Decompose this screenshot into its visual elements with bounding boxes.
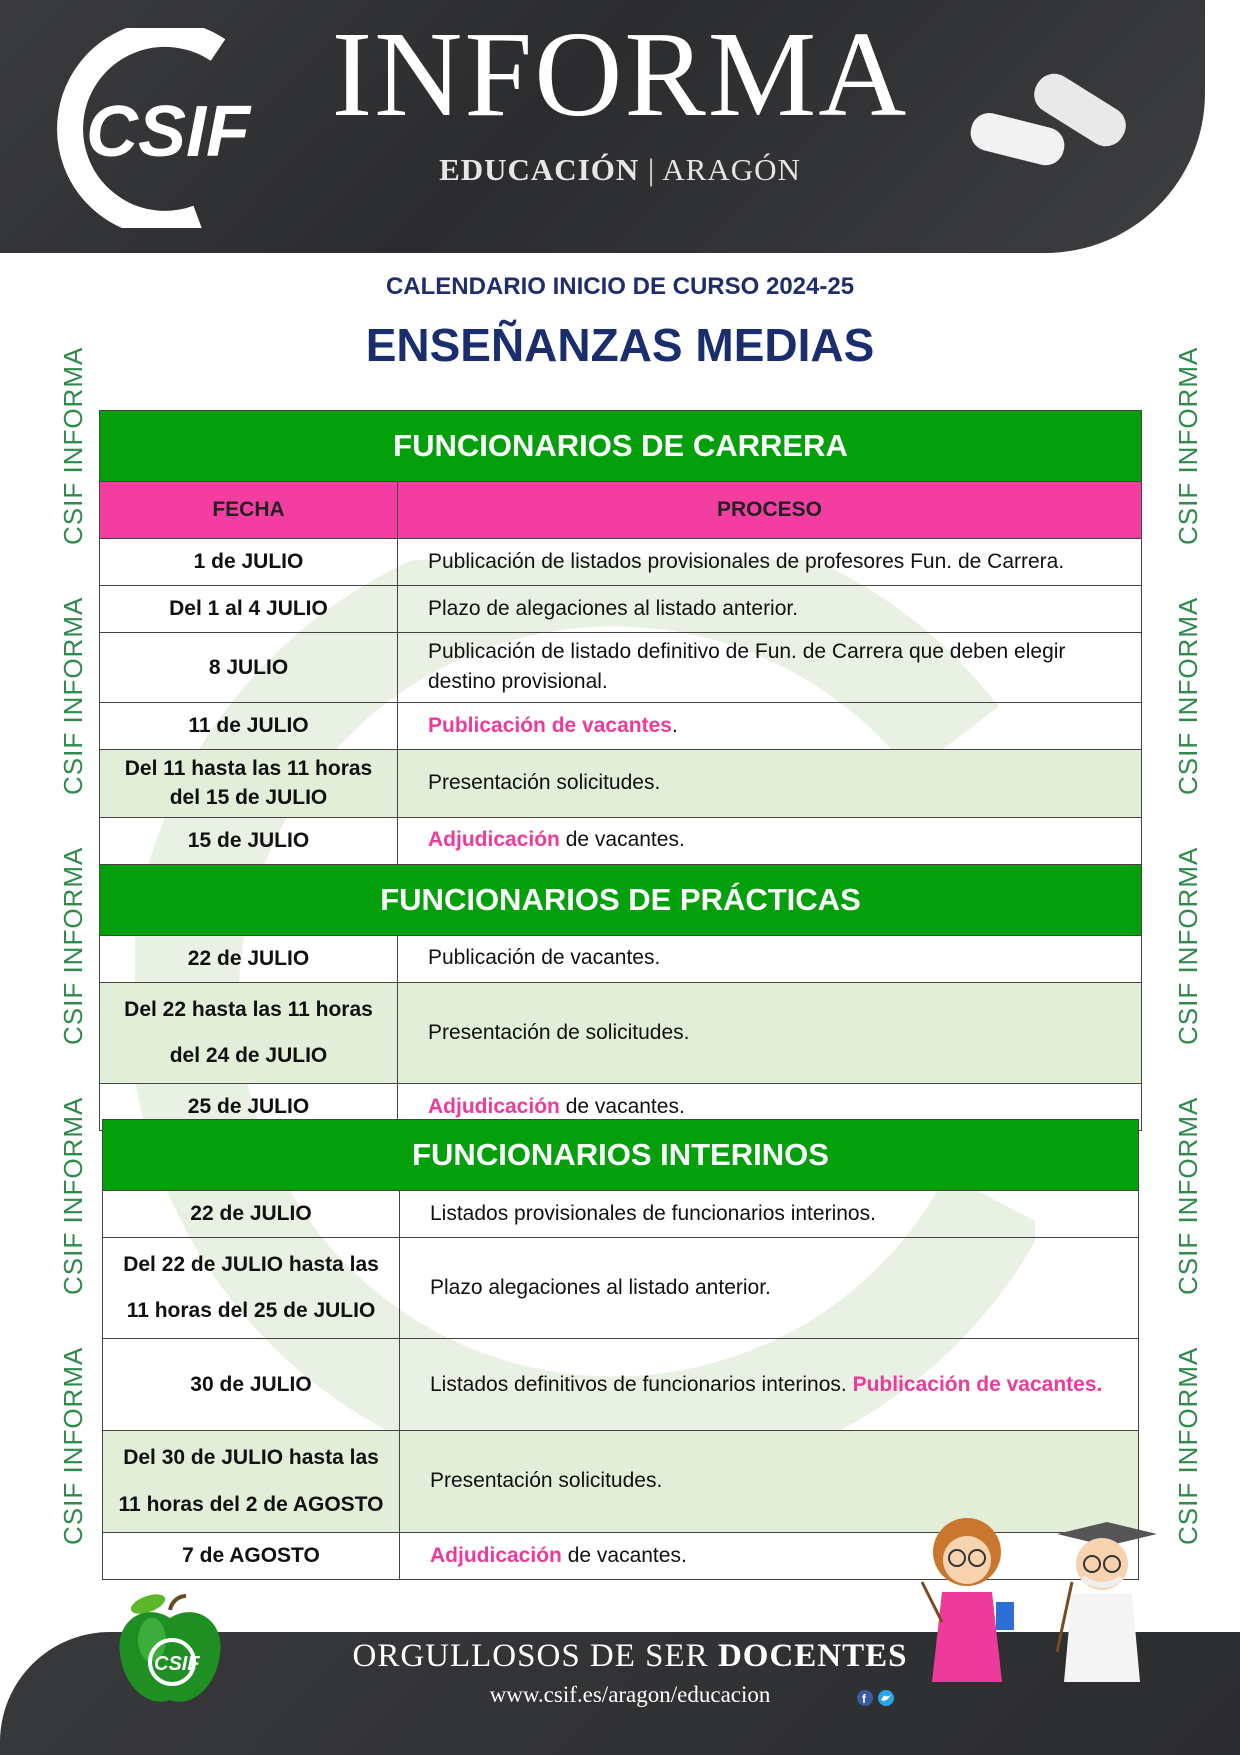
fecha-cell: 11 de JULIO <box>100 702 398 749</box>
column-header-fecha: FECHA <box>100 482 398 539</box>
side-label-right: CSIF INFORMA <box>1173 1346 1203 1545</box>
social-icons <box>856 1688 898 1713</box>
calendar-table-carrera-practicas <box>99 410 1142 1131</box>
column-header-proceso: PROCESO <box>398 482 1142 539</box>
main-title: ENSEÑANZAS MEDIAS <box>365 319 875 371</box>
footer-url[interactable]: www.csif.es/aragon/educacion <box>489 1682 771 1707</box>
csif-logo <box>48 28 278 228</box>
proceso-cell: Adjudicación de vacantes. <box>398 1084 1142 1131</box>
highlight-text: Adjudicación <box>428 828 560 852</box>
fecha-cell: Del 11 hasta las 11 horas del 15 de JULIO <box>100 749 398 817</box>
table-row <box>100 633 1142 703</box>
side-label-left: CSIF INFORMA <box>58 1096 88 1295</box>
section-title-carrera: FUNCIONARIOS DE CARRERA <box>100 411 1142 482</box>
csif-apple-icon <box>110 1592 230 1712</box>
fecha-cell: 25 de JULIO <box>100 1084 398 1131</box>
proceso-cell: Adjudicación de vacantes. <box>400 1532 1139 1579</box>
svg-text:CSIF: CSIF <box>86 92 251 172</box>
side-label-right: CSIF INFORMA <box>1173 1096 1203 1295</box>
section-header <box>100 411 1142 482</box>
table-row <box>103 1238 1139 1339</box>
table-row <box>103 1339 1139 1431</box>
fecha-cell: 1 de JULIO <box>100 539 398 586</box>
side-label-left: CSIF INFORMA <box>58 346 88 545</box>
proceso-cell: Plazo de alegaciones al listado anterior. <box>398 586 1142 633</box>
header-banner <box>0 0 1205 253</box>
svg-text:f: f <box>862 1692 866 1706</box>
footer-slogan: ORGULLOSOS DE SER DOCENTES <box>352 1638 908 1674</box>
highlight-text: Publicación de vacantes. <box>852 1372 1103 1396</box>
fecha-cell: 30 de JULIO <box>103 1339 400 1431</box>
section-title-practicas: FUNCIONARIOS DE PRÁCTICAS <box>100 864 1142 935</box>
calendar-table-interinos <box>102 1119 1139 1580</box>
fecha-cell: 7 de AGOSTO <box>103 1532 400 1579</box>
proceso-cell: Presentación solicitudes. <box>398 749 1142 817</box>
fecha-cell: 22 de JULIO <box>100 935 398 982</box>
table-row <box>100 935 1142 982</box>
highlight-text: Adjudicación <box>430 1543 562 1567</box>
proceso-cell: Listados provisionales de funcionarios interinos. <box>400 1191 1139 1238</box>
section-header <box>103 1120 1139 1191</box>
proceso-cell: Presentación de solicitudes. <box>398 982 1142 1083</box>
fecha-cell: Del 30 de JULIO hasta las 11 horas del 2 de AGOSTO <box>103 1431 400 1532</box>
fecha-cell: Del 1 al 4 JULIO <box>100 586 398 633</box>
column-header-row <box>100 482 1142 539</box>
informa-title: INFORMA <box>331 7 909 142</box>
section-header <box>100 864 1142 935</box>
fecha-cell: 22 de JULIO <box>103 1191 400 1238</box>
table-row <box>100 817 1142 864</box>
calendar-title: CALENDARIO INICIO DE CURSO 2024-25 <box>385 273 855 300</box>
section-title-interinos: FUNCIONARIOS INTERINOS <box>103 1120 1139 1191</box>
proceso-cell: Publicación de vacantes. <box>398 702 1142 749</box>
facebook-icon[interactable] <box>857 1690 873 1706</box>
table-row <box>100 749 1142 817</box>
table-row <box>103 1191 1139 1238</box>
highlight-text: Adjudicación <box>428 1094 560 1118</box>
side-label-right: CSIF INFORMA <box>1173 596 1203 795</box>
side-label-right: CSIF INFORMA <box>1173 846 1203 1045</box>
proceso-cell: Publicación de listados provisionales de profesores Fun. de Carrera. <box>398 539 1142 586</box>
side-label-right: CSIF INFORMA <box>1173 346 1203 545</box>
fecha-cell: Del 22 hasta las 11 horas del 24 de JULIO <box>100 982 398 1083</box>
proceso-cell: Publicación de vacantes. <box>398 935 1142 982</box>
proceso-cell: Publicación de listado definitivo de Fun. de Carrera que deben elegir destino provisional. <box>398 633 1142 703</box>
twitter-icon[interactable] <box>878 1690 894 1706</box>
fecha-cell: 8 JULIO <box>100 633 398 703</box>
side-label-left: CSIF INFORMA <box>58 846 88 1045</box>
svg-text:CSIF: CSIF <box>154 1653 200 1675</box>
table-row <box>100 586 1142 633</box>
table-row <box>100 539 1142 586</box>
side-label-left: CSIF INFORMA <box>58 1346 88 1545</box>
proceso-cell: Plazo alegaciones al listado anterior. <box>400 1238 1139 1339</box>
highlight-text: Publicación de vacantes <box>428 713 672 737</box>
table-row <box>100 982 1142 1083</box>
proceso-cell: Presentación solicitudes. <box>400 1431 1139 1532</box>
table-row <box>100 702 1142 749</box>
proceso-cell: Listados definitivos de funcionarios interinos. Publicación de vacantes. <box>400 1339 1139 1431</box>
teachers-illustration-icon <box>912 1512 1157 1692</box>
header-subtitle: EDUCACIÓN | ARAGÓN <box>439 152 801 187</box>
proceso-cell: Adjudicación de vacantes. <box>398 817 1142 864</box>
chalk-icon <box>960 70 1160 190</box>
fecha-cell: 15 de JULIO <box>100 817 398 864</box>
fecha-cell: Del 22 de JULIO hasta las 11 horas del 25 de JULIO <box>103 1238 400 1339</box>
side-label-left: CSIF INFORMA <box>58 596 88 795</box>
